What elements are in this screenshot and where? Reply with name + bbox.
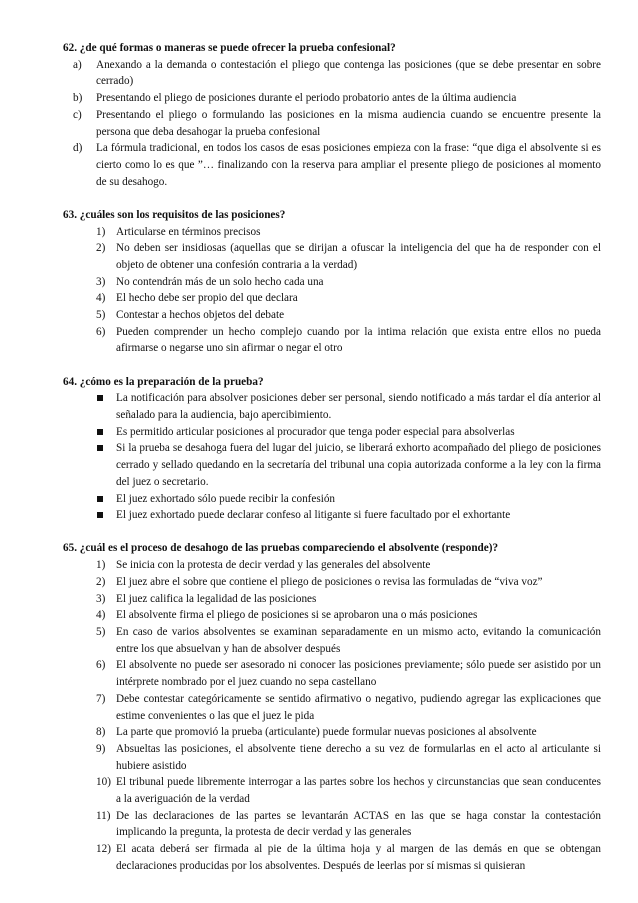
list-item-text: La notificación para absolver posiciones deber ser personal, siendo notificado a más tardar el día anterior al señalado para la audiencia, bajo apercibimiento. bbox=[116, 392, 601, 422]
square-bullet-icon bbox=[97, 395, 103, 401]
question-65 bbox=[63, 540, 601, 874]
list-item bbox=[63, 240, 601, 273]
list-marker: 8) bbox=[96, 726, 106, 739]
question-64 bbox=[63, 374, 601, 524]
list-item bbox=[63, 290, 601, 307]
list-item bbox=[63, 657, 601, 690]
list-item-text: La parte que promovió la prueba (articulante) puede formular nuevas posiciones al absolvente bbox=[116, 726, 537, 739]
list-marker: c) bbox=[73, 108, 82, 121]
document-page bbox=[63, 40, 601, 891]
question-65-list bbox=[63, 557, 601, 874]
list-item-text: Contestar a hechos objetos del debate bbox=[116, 309, 285, 322]
list-marker: 4) bbox=[96, 609, 106, 622]
question-63-list bbox=[63, 224, 601, 358]
list-marker: 3) bbox=[96, 592, 106, 605]
list-item bbox=[63, 107, 601, 140]
question-63 bbox=[63, 207, 601, 357]
square-bullet-icon bbox=[97, 445, 103, 451]
list-item bbox=[63, 140, 601, 190]
list-item bbox=[63, 808, 601, 841]
square-bullet-icon bbox=[97, 512, 103, 518]
list-item-text: El tribunal puede libremente interrogar a las partes sobre los hechos y circunstancias que sean conducentes a la averiguación de la verdad bbox=[116, 776, 601, 806]
list-item bbox=[63, 424, 601, 441]
list-item bbox=[63, 624, 601, 657]
list-marker: 7) bbox=[96, 692, 106, 705]
list-item-text: El absolvente no puede ser asesorado ni conocer las posiciones previamente; sólo puede ser asistido por un intérprete nombrado por el juez cuando no sepa castellano bbox=[116, 659, 601, 689]
list-marker: 1) bbox=[96, 559, 106, 572]
list-item-text: El juez exhortado puede declarar confeso al litigante si fuere facultado por el exhortante bbox=[116, 509, 511, 522]
list-marker: a) bbox=[73, 58, 82, 71]
list-marker: 3) bbox=[96, 275, 106, 288]
list-marker: 9) bbox=[96, 742, 106, 755]
list-item-text: Absueltas las posiciones, el absolvente tiene derecho a su vez de formularlas en el acto al articulante si hubiere asistido bbox=[116, 742, 601, 772]
list-item-text: El juez abre el sobre que contiene el pliego de posiciones o revisa las formuladas de “viva voz” bbox=[116, 575, 543, 588]
list-item bbox=[63, 841, 601, 874]
list-item-text: El hecho debe ser propio del que declara bbox=[116, 292, 298, 305]
list-marker: 1) bbox=[96, 225, 106, 238]
list-item-text: Presentando el pliego de posiciones durante el periodo probatorio antes de la última audiencia bbox=[96, 92, 517, 105]
list-item-text: Se inicia con la protesta de decir verdad y las generales del absolvente bbox=[116, 559, 431, 572]
list-marker: 6) bbox=[96, 659, 106, 672]
list-item bbox=[63, 774, 601, 807]
list-marker: 11) bbox=[96, 809, 111, 822]
list-item-text: De las declaraciones de las partes se levantarán ACTAS en las que se haga constar la contestación implicando la pregunta, la protesta de decir verdad y las generales bbox=[116, 809, 601, 839]
list-item bbox=[63, 440, 601, 490]
list-item-text: Presentando el pliego o formulando las posiciones en la misma audiencia cuando se encuentre presente la persona que deba desahogar la prueba confesional bbox=[96, 108, 601, 138]
list-marker: 2) bbox=[96, 242, 106, 255]
list-marker: 5) bbox=[96, 309, 106, 322]
list-item-text: El acata deberá ser firmada al pie de la última hoja y al margen de las demás en que se obtengan declaraciones producidas por los absolventes. Después de leerlas por sí mismas si quisieran bbox=[116, 843, 601, 872]
list-marker: 12) bbox=[96, 843, 111, 856]
list-item bbox=[63, 224, 601, 241]
list-item-text: Anexando a la demanda o contestación el pliego que contenga las posiciones (que se debe presentar en sobre cerrado) bbox=[96, 58, 601, 88]
list-item bbox=[63, 507, 601, 524]
list-item-text: No deben ser insidiosas (aquellas que se dirijan a ofuscar la inteligencia del que ha de responder con el objeto de obtener una confesión contraria a la verdad) bbox=[116, 242, 601, 271]
list-item bbox=[63, 591, 601, 608]
list-marker: 4) bbox=[96, 292, 106, 305]
list-item bbox=[63, 57, 601, 90]
list-item bbox=[63, 324, 601, 357]
list-item bbox=[63, 307, 601, 324]
list-item bbox=[63, 557, 601, 574]
list-marker: 5) bbox=[96, 626, 106, 638]
list-item bbox=[63, 90, 601, 107]
question-62-list bbox=[63, 57, 601, 191]
question-62 bbox=[63, 40, 601, 190]
list-item-text: Es permitido articular posiciones al procurador que tenga poder especial para absolverlas bbox=[116, 425, 515, 438]
list-marker: 10) bbox=[96, 776, 111, 789]
list-item bbox=[63, 724, 601, 741]
square-bullet-icon bbox=[97, 496, 103, 502]
list-item-text: Pueden comprender un hecho complejo cuando por la intima relación que exista entre ellos no pueda afirmarse o negarse uno sin afirmar o negar el otro bbox=[116, 325, 601, 355]
list-marker: 2) bbox=[96, 575, 106, 588]
question-62-title: 62. ¿de qué formas o maneras se puede ofrecer la prueba confesional? bbox=[63, 42, 396, 54]
list-item bbox=[63, 390, 601, 423]
list-item-text: Si la prueba se desahoga fuera del lugar del juicio, se liberará exhorto acompañado del pliego de posiciones cerrado y sellado quedando en la secretaría del tribunal una copia autorizada conforme a la ley con la firma del juez o secretario. bbox=[116, 442, 601, 488]
square-bullet-icon bbox=[97, 429, 103, 435]
question-64-title: 64. ¿cómo es la preparación de la prueba? bbox=[63, 375, 264, 388]
list-item-text: El juez califica la legalidad de las posiciones bbox=[116, 592, 317, 605]
question-64-list bbox=[63, 390, 601, 524]
list-item bbox=[63, 691, 601, 724]
list-item-text: La fórmula tradicional, en todos los casos de esas posiciones empieza con la frase: “que diga el absolvente si es cierto como lo es que ”… finalizando con la reserva para ampliar el presente pliego de posiciones al momento de su desahogo. bbox=[96, 142, 601, 188]
list-item-text: En caso de varios absolventes se examinan separadamente en un mismo acto, evitando la comunicación entre los que absuelvan y han de absolver después bbox=[116, 626, 601, 655]
list-item bbox=[63, 574, 601, 591]
list-item bbox=[63, 741, 601, 774]
question-63-title: 63. ¿cuáles son los requisitos de las posiciones? bbox=[63, 208, 286, 221]
list-item bbox=[63, 607, 601, 624]
list-item-text: Debe contestar categóricamente se sentido afirmativo o negativo, pudiendo agregar las explicaciones que estime convenientes o las que el juez le pida bbox=[116, 692, 601, 722]
list-marker: 6) bbox=[96, 325, 106, 338]
list-item-text: Articularse en términos precisos bbox=[116, 225, 261, 238]
question-65-title: 65. ¿cuál es el proceso de desahogo de las pruebas compareciendo el absolvente (responde)? bbox=[63, 542, 499, 555]
list-item-text: El juez exhortado sólo puede recibir la confesión bbox=[116, 492, 336, 505]
list-item-text: No contendrán más de un solo hecho cada una bbox=[116, 275, 324, 288]
list-marker: b) bbox=[73, 92, 83, 105]
list-item bbox=[63, 491, 601, 508]
list-item-text: El absolvente firma el pliego de posiciones si se aprobaron una o más posiciones bbox=[116, 609, 478, 622]
list-marker: d) bbox=[73, 142, 83, 155]
list-item bbox=[63, 274, 601, 291]
